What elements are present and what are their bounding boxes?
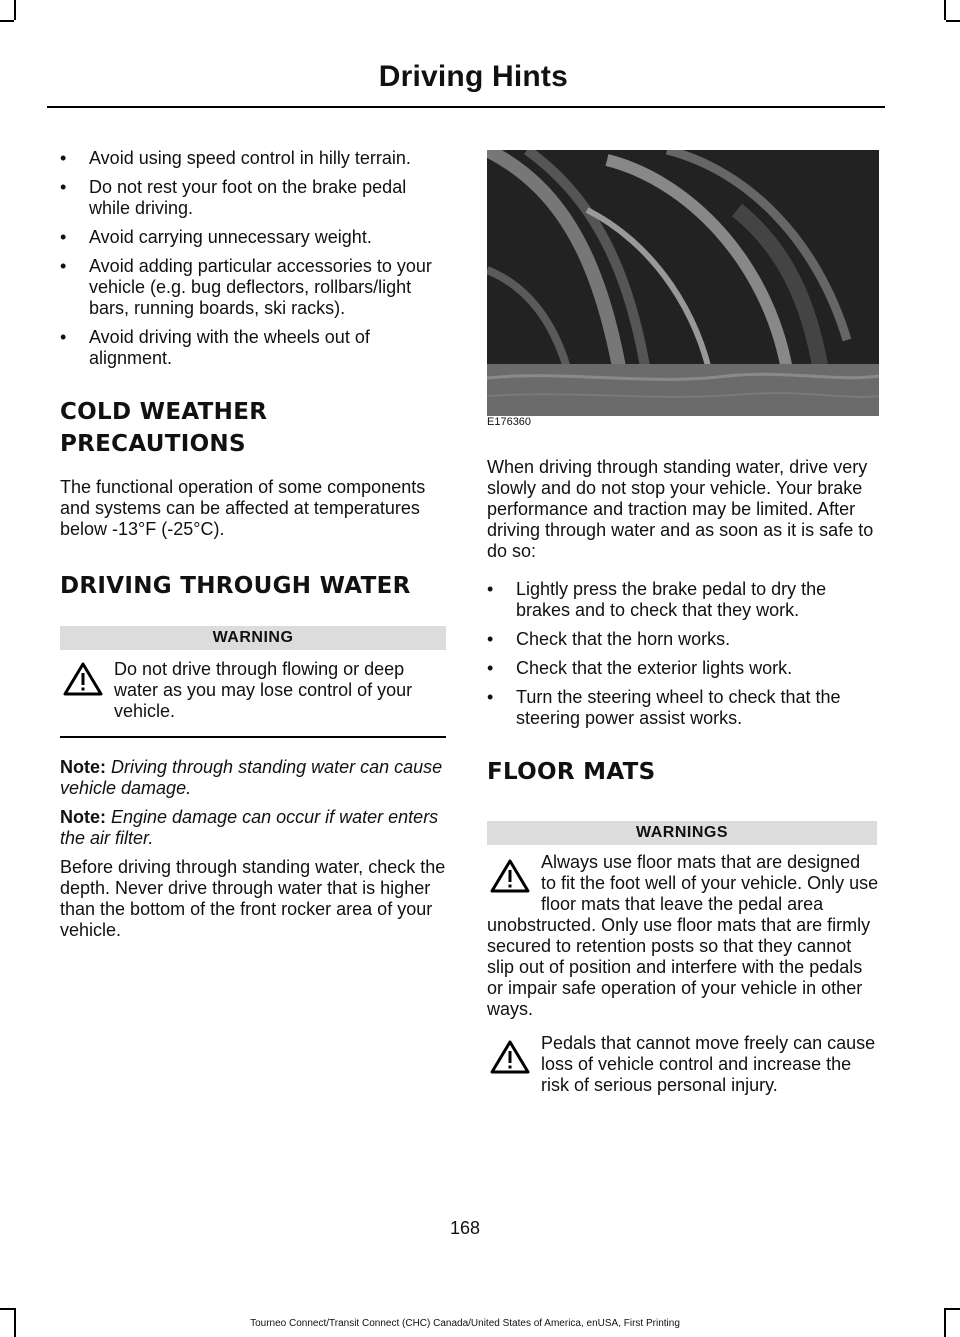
warning-triangle-icon xyxy=(487,856,533,896)
crop-mark xyxy=(946,1308,960,1310)
list-item: • Avoid adding particular accessories to your vehicle (e.g. bug deflectors, rollbars/light bars, running boards, ski racks). xyxy=(60,256,446,319)
list-item: • Avoid carrying unnecessary weight. xyxy=(60,227,446,248)
note-text: Driving through standing water can cause vehicle damage. xyxy=(60,757,443,798)
section-heading: DRIVING THROUGH WATER xyxy=(60,573,411,599)
list-item: • Check that the exterior lights work. xyxy=(487,658,879,679)
cold-weather-text: The functional operation of some components and systems can be affected at temperatures below -13°F (-25°C). xyxy=(60,477,426,539)
note-text: Engine damage can occur if water enters the air filter. xyxy=(60,807,439,848)
note-label: Note: xyxy=(60,807,106,827)
warnings-label: WARNINGS xyxy=(487,821,877,845)
crop-mark xyxy=(946,20,960,22)
vehicle-wading-illustration xyxy=(487,150,879,416)
list-item: • Do not rest your foot on the brake pedal while driving. xyxy=(60,177,446,219)
driving-tips-list xyxy=(60,148,446,369)
warning-text: Do not drive through flowing or deep water as you may lose control of your vehicle. xyxy=(114,659,413,721)
page-title: Driving Hints xyxy=(378,60,568,93)
note xyxy=(60,807,446,849)
section-heading: COLD WEATHER xyxy=(60,399,268,425)
warning-triangle-icon xyxy=(487,1037,533,1077)
crop-mark xyxy=(944,1308,946,1337)
crop-mark xyxy=(0,20,14,22)
note xyxy=(60,757,446,799)
section-heading: FLOOR MATS xyxy=(487,759,656,785)
warning-label: WARNING xyxy=(60,626,446,650)
page-number: 168 xyxy=(449,1218,481,1238)
list-item: • Lightly press the brake pedal to dry the brakes and to check that they work. xyxy=(487,579,879,621)
water-depth-text: Before driving through standing water, check the depth. Never drive through water that is higher than the bottom of the front rocker area of your vehicle. xyxy=(60,857,446,940)
warning-text: Always use floor mats that are designed to fit the foot well of your vehicle. Only use floor mats that leave the pedal area unobstructed. Only use floor mats that are firmly secured to retention posts so that they cannot slip out of position and interfere with the pedals or impair safe operation of your vehicle in other ways. xyxy=(487,852,879,1019)
standing-water-text: When driving through standing water, drive very slowly and do not stop your vehicle. Your brake performance and traction may be limited. After driving through water and as soon as it is safe to do so: xyxy=(487,457,874,561)
header-divider xyxy=(47,106,885,108)
list-item: • Avoid using speed control in hilly terrain. xyxy=(60,148,446,169)
list-item: • Turn the steering wheel to check that the steering power assist works. xyxy=(487,687,879,729)
figure-caption: E176360 xyxy=(487,416,532,428)
note-label: Note: xyxy=(60,757,106,777)
warning-block xyxy=(487,1033,879,1096)
after-water-checklist xyxy=(487,579,879,729)
crop-mark xyxy=(944,0,946,20)
footer-text: Tourneo Connect/Transit Connect (CHC) Canada/United States of America, enUSA, First Printing xyxy=(250,1318,680,1329)
warning-triangle-icon xyxy=(60,659,106,699)
warning-block xyxy=(60,659,446,722)
list-item: • Avoid driving with the wheels out of alignment. xyxy=(60,327,446,369)
warning-divider xyxy=(60,736,446,738)
left-column xyxy=(60,148,446,941)
crop-mark xyxy=(14,0,16,20)
right-column xyxy=(487,150,879,1096)
list-item: • Check that the horn works. xyxy=(487,629,879,650)
warning-text: Pedals that cannot move freely can cause loss of vehicle control and increase the risk of serious personal injury. xyxy=(541,1033,876,1095)
warning-block xyxy=(487,852,879,1020)
crop-mark xyxy=(0,1308,14,1310)
wheel-in-water-image xyxy=(487,150,879,416)
section-heading: PRECAUTIONS xyxy=(60,431,246,457)
